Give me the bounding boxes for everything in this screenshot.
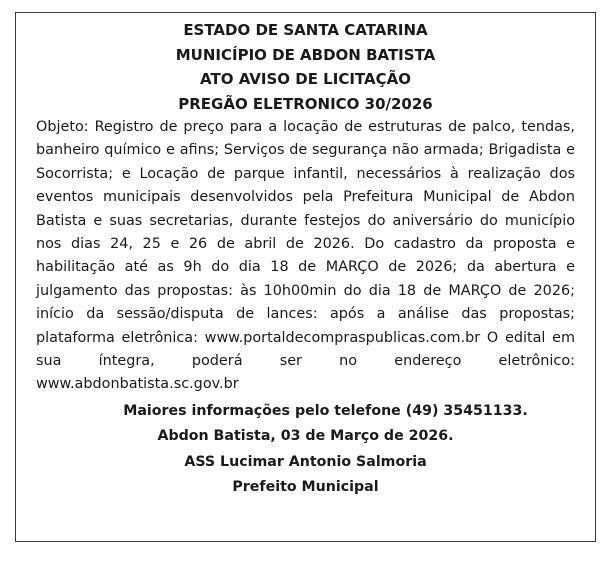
place-date: Abdon Batista, 03 de Março de 2026. xyxy=(157,428,454,445)
state-title: ESTADO DE SANTA CATARINA xyxy=(183,21,428,39)
signature-name: ASS Lucimar Antonio Salmoria xyxy=(184,453,427,470)
signature-role: Prefeito Municipal xyxy=(232,479,379,496)
notice-header xyxy=(16,18,595,116)
auction-title: PREGÃO ELETRONICO 30/2026 xyxy=(178,94,433,113)
municipality-title: MUNICÍPIO DE ABDON BATISTA xyxy=(175,45,436,64)
act-title: ATO AVISO DE LICITAÇÃO xyxy=(200,70,411,88)
notice-footer xyxy=(16,399,595,501)
licitation-notice xyxy=(15,12,596,542)
notice-body: Objeto: Registro de preço para a locação de estruturas de palco, tendas, banheiro químico e afins; Serviços de segurança não armada; Brigadista e Socorrista; e Locação de parque infantil, necessários à realização dos eventos municipais desenvolvidos pela Prefeitura Municipal de Abdon Batista e suas secretarias, durante festejos do aniversário do município nos dias 24, 25 e 26 de abril de 2026. Do cadastro da proposta e habilitação até as 9h do dia 18 de MARÇO de 2026; da abertura e julgamento das propostas: às 10h00min do dia 18 de MARÇO de 2026; início da sessão/disputa de lances: após a análise das propostas; plataforma eletrônica: www.portaldecompraspublicas.com.br O edital em sua íntegra, poderá ser no endereço eletrônico: www.abdonbatista.sc.gov.br xyxy=(36,119,575,393)
contact-info: Maiores informações pelo telefone (49) 35451133. xyxy=(123,402,528,419)
